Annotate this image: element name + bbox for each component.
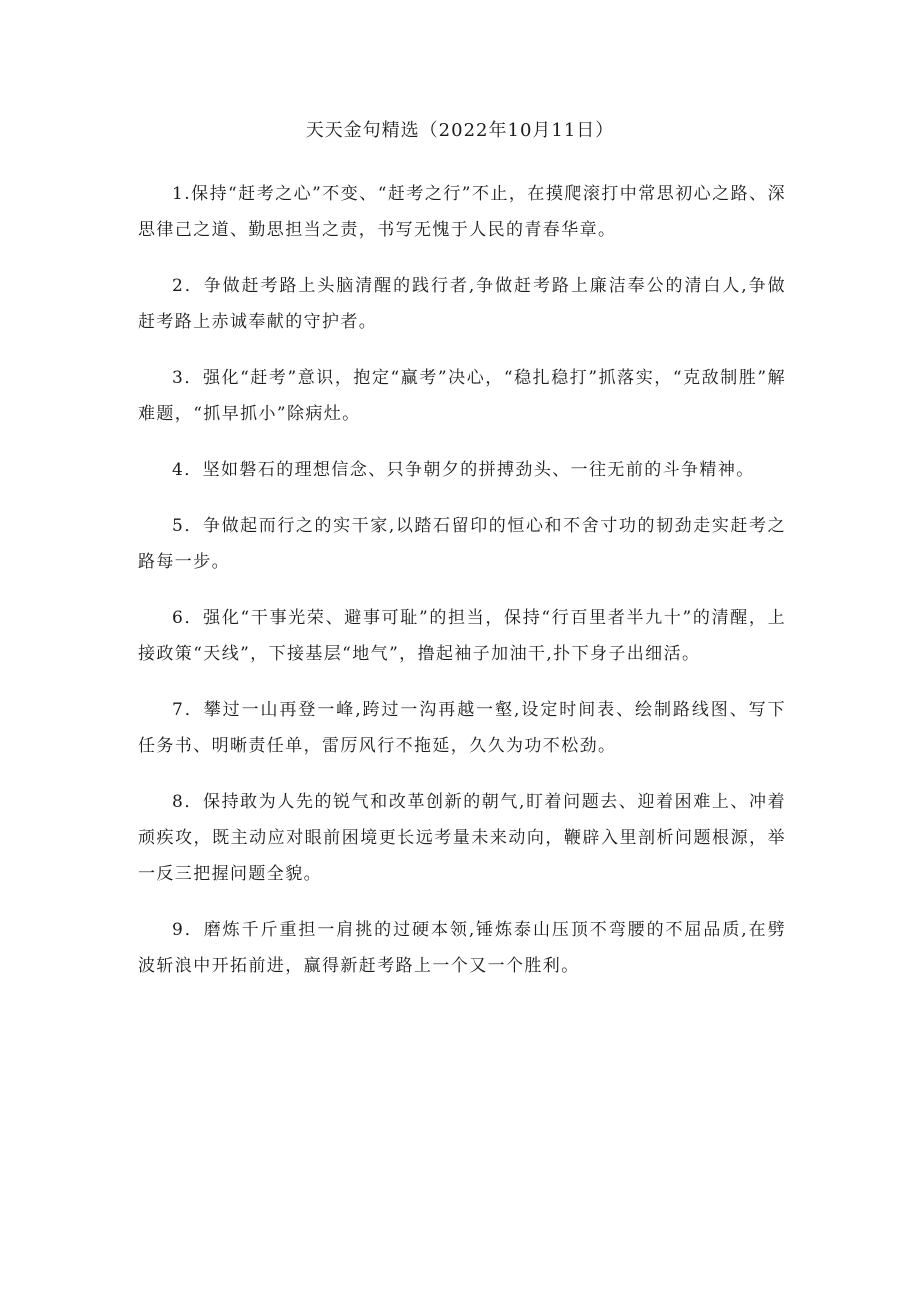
quote-list xyxy=(138,176,786,1004)
quote-item-2: 2．争做赶考路上头脑清醒的践行者,争做赶考路上廉洁奉公的清白人,争做赶考路上赤诚奉献的守护者。 xyxy=(138,276,786,332)
quote-item-4: 4．坚如磐石的理想信念、只争朝夕的拼搏劲头、一往无前的斗争精神。 xyxy=(172,460,755,480)
quote-item-5: 5．争做起而行之的实干家,以踏石留印的恒心和不舍寸功的韧劲走实赶考之路每一步。 xyxy=(138,516,786,572)
quote-item-7: 7．攀过一山再登一峰,跨过一沟再越一壑,设定时间表、绘制路线图、写下任务书、明晰责任单，雷厉风行不拖延，久久为功不松劲。 xyxy=(138,700,786,756)
quote-item-3: 3．强化“赶考”意识，抱定“赢考”决心，“稳扎稳打”抓落实，“克敌制胜”解难题，“抓早抓小”除病灶。 xyxy=(138,368,786,424)
document-title: 天天金句精选（2022年10月11日） xyxy=(305,120,615,141)
quote-item-6: 6．强化“干事光荣、避事可耻”的担当，保持“行百里者半九十”的清醒，上接政策“天线”，下接基层“地气”，撸起袖子加油干,扑下身子出细活。 xyxy=(138,608,786,664)
quote-item-1: 1.保持“赶考之心”不变、“赶考之行”不止，在摸爬滚打中常思初心之路、深思律己之道、勤思担当之责，书写无愧于人民的青春华章。 xyxy=(138,184,786,240)
quote-item-8: 8．保持敢为人先的锐气和改革创新的朝气,盯着问题去、迎着困难上、冲着顽疾攻，既主动应对眼前困境更长远考量未来动向，鞭辟入里剖析问题根源，举一反三把握问题全貌。 xyxy=(138,792,786,884)
quote-item-9: 9．磨炼千斤重担一肩挑的过硬本领,锤炼泰山压顶不弯腰的不屈品质,在劈波斩浪中开拓前进，赢得新赶考路上一个又一个胜利。 xyxy=(138,920,786,976)
